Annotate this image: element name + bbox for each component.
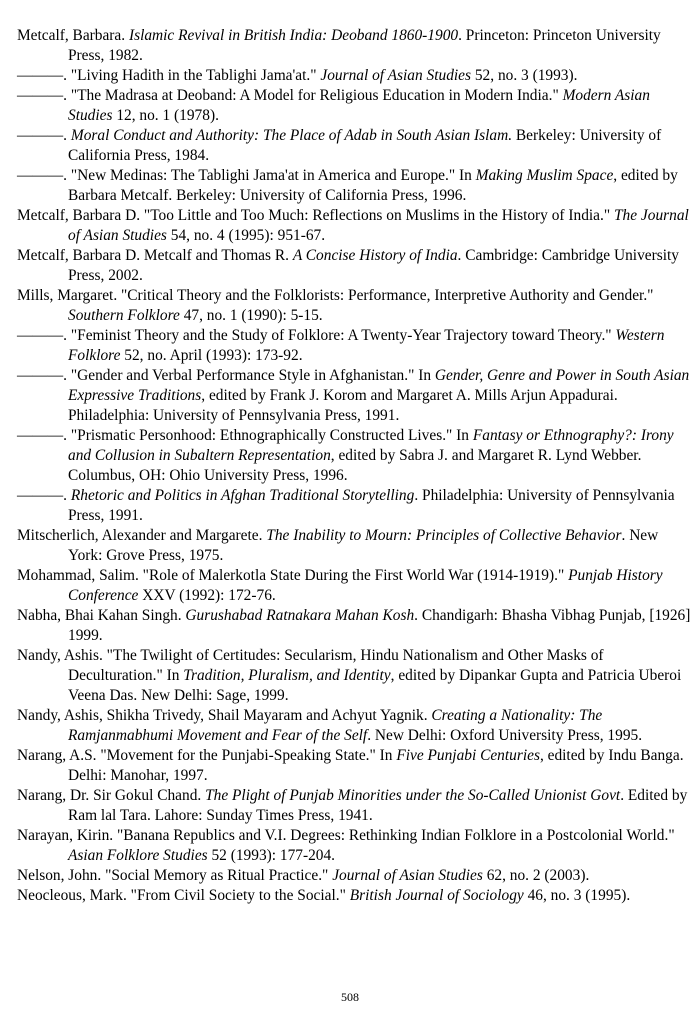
entry-text: Narayan, Kirin. "Banana Republics and V.I. Degrees: Rethinking Indian Folklore in a Postcolonial World.": [17, 827, 675, 844]
entry-text: Nabha, Bhai Kahan Singh.: [17, 607, 186, 624]
entry-text: 46, no. 3 (1995).: [523, 887, 631, 904]
bibliography-entry: [17, 606, 693, 646]
entry-text: Narang, Dr. Sir Gokul Chand.: [17, 787, 206, 804]
entry-text: ———. "Feminist Theory and the Study of Folklore: A Twenty-Year Trajectory toward Theory.": [17, 327, 616, 344]
entry-text: 12, no. 1 (1978).: [112, 107, 219, 124]
entry-title-italic: Journal of Asian Studies: [332, 867, 483, 884]
entry-text: ———. "The Madrasa at Deoband: A Model for Religious Education in Modern India.": [17, 87, 563, 104]
bibliography-entry: [17, 706, 693, 746]
entry-text: . New Delhi: Oxford University Press, 1995.: [367, 727, 643, 744]
bibliography-entry: [17, 826, 693, 866]
entry-text: ———. "New Medinas: The Tablighi Jama'at in America and Europe." In: [17, 167, 476, 184]
entry-text: 54, no. 4 (1995): 951-67.: [166, 227, 326, 244]
entry-text: Metcalf, Barbara.: [17, 27, 129, 44]
entry-text: Nandy, Ashis, Shikha Trivedy, Shail Mayaram and Achyut Yagnik.: [17, 707, 432, 724]
entry-text: 52, no. April (1993): 173-92.: [120, 347, 303, 364]
entry-text: Berkeley: University of California Press, 1984.: [68, 127, 662, 164]
entry-title-italic: Southern Folklore: [68, 307, 180, 324]
entry-text: , edited by Indu Banga. Delhi: Manohar, 1997.: [68, 747, 684, 784]
bibliography-entry: [17, 26, 693, 66]
bibliography: [17, 26, 693, 906]
entry-text: , edited by Barbara Metcalf. Berkeley: University of California Press, 1996.: [68, 167, 678, 204]
entry-title-italic: Journal of Asian Studies: [320, 67, 472, 84]
entry-text: . New York: Grove Press, 1975.: [68, 527, 659, 564]
bibliography-entry: [17, 206, 693, 246]
entry-title-italic: Five Punjabi Centuries: [396, 747, 540, 764]
entry-title-italic: Western Folklore: [68, 327, 665, 364]
entry-text: . Cambridge: Cambridge University Press, 2002.: [68, 247, 679, 284]
entry-title-italic: Tradition, Pluralism, and Identity: [183, 667, 391, 684]
entry-text: ———. "Prismatic Personhood: Ethnographically Constructed Lives." In: [17, 427, 473, 444]
entry-text: . Philadelphia: University of Pennsylvania Press, 1991.: [68, 487, 675, 524]
entry-text: 52, no. 3 (1993).: [471, 67, 578, 84]
entry-title-italic: A Concise History of India: [292, 247, 458, 264]
entry-text: 47, no. 1 (1990): 5-15.: [179, 307, 323, 324]
bibliography-entry: [17, 326, 693, 366]
bibliography-entry: [17, 126, 693, 166]
entry-text: . Princeton: Princeton University Press, 1982.: [68, 27, 661, 64]
entry-text: ———. "Gender and Verbal Performance Style in Afghanistan." In: [17, 367, 435, 384]
bibliography-entry: [17, 786, 693, 826]
entry-text: Mohammad, Salim. "Role of Malerkotla State During the First World War (1914-1919).": [17, 567, 569, 584]
entry-title-italic: The Inability to Mourn: Principles of Collective Behavior: [266, 527, 622, 544]
entry-title-italic: Making Muslim Space: [475, 167, 614, 184]
entry-title-italic: The Plight of Punjab Minorities under the So-Called Unionist Govt: [205, 787, 621, 804]
entry-text: . Edited by Ram lal Tara. Lahore: Sunday Times Press, 1941.: [68, 787, 688, 824]
entry-title-italic: Fantasy or Ethnography?: Irony and Collusion in Subaltern Representation: [68, 427, 674, 464]
entry-text: . Chandigarh: Bhasha Vibhag Punjab, [1926] 1999.: [68, 607, 691, 644]
bibliography-entry: [17, 646, 693, 706]
entry-text: Metcalf, Barbara D. Metcalf and Thomas R.: [17, 247, 293, 264]
entry-title-italic: Gender, Genre and Power in South Asian Expressive Traditions: [68, 367, 690, 404]
entry-text: , edited by Sabra J. and Margaret R. Lynd Webber. Columbus, OH: Ohio University Press, 1996.: [68, 447, 642, 484]
bibliography-entry: [17, 486, 693, 526]
entry-text: 52 (1993): 177-204.: [207, 847, 336, 864]
entry-title-italic: Asian Folklore Studies: [68, 847, 208, 864]
bibliography-entry: [17, 166, 693, 206]
bibliography-entry: [17, 886, 693, 906]
entry-text: Mitscherlich, Alexander and Margarete.: [17, 527, 267, 544]
bibliography-entry: [17, 86, 693, 126]
bibliography-entry: [17, 526, 693, 566]
bibliography-entry: [17, 866, 693, 886]
bibliography-entry: [17, 426, 693, 486]
entry-text: , edited by Frank J. Korom and Margaret A. Mills Arjun Appadurai. Philadelphia: University of Pennsylvania Press, 1991.: [68, 387, 618, 424]
bibliography-entry: [17, 366, 693, 426]
bibliography-entry: [17, 566, 693, 606]
entry-text: Metcalf, Barbara D. "Too Little and Too Much: Reflections on Muslims in the History of India.": [17, 207, 614, 224]
entry-title-italic: Rhetoric and Politics in Afghan Traditional Storytelling: [70, 487, 415, 504]
entry-title-italic: Punjab History Conference: [68, 567, 663, 604]
bibliography-entry: [17, 746, 693, 786]
entry-text: Neocleous, Mark. "From Civil Society to the Social.": [17, 887, 350, 904]
entry-title-italic: Gurushabad Ratnakara Mahan Kosh: [185, 607, 415, 624]
entry-title-italic: Modern Asian Studies: [68, 87, 650, 124]
entry-text: ———.: [17, 487, 71, 504]
entry-title-italic: Islamic Revival in British India: Deoband 1860-1900: [128, 27, 459, 44]
bibliography-entry: [17, 66, 693, 86]
entry-title-italic: Moral Conduct and Authority: The Place of Adab in South Asian Islam.: [70, 127, 513, 144]
entry-title-italic: The Journal of Asian Studies: [68, 207, 689, 244]
entry-text: Nandy, Ashis. "The Twilight of Certitudes: Secularism, Hindu Nationalism and Other Masks of Deculturation." In: [17, 647, 604, 684]
entry-text: Nelson, John. "Social Memory as Ritual Practice.": [17, 867, 333, 884]
bibliography-entry: [17, 286, 693, 326]
entry-text: Mills, Margaret. "Critical Theory and the Folklorists: Performance, Interpretive Authority and Gender.": [17, 287, 654, 304]
entry-title-italic: Creating a Nationality: The Ramjanmabhumi Movement and Fear of the Self: [68, 707, 603, 744]
bibliography-entry: [17, 246, 693, 286]
entry-text: , edited by Dipankar Gupta and Patricia Uberoi Veena Das. New Delhi: Sage, 1999.: [68, 667, 682, 704]
entry-text: XXV (1992): 172-76.: [138, 587, 276, 604]
entry-text: 62, no. 2 (2003).: [482, 867, 590, 884]
page-number: 508: [341, 990, 359, 1004]
entry-text: ———. "Living Hadith in the Tablighi Jama'at.": [17, 67, 321, 84]
entry-text: Narang, A.S. "Movement for the Punjabi-Speaking State." In: [17, 747, 397, 764]
entry-title-italic: British Journal of Sociology: [349, 887, 524, 904]
entry-text: ———.: [17, 127, 71, 144]
